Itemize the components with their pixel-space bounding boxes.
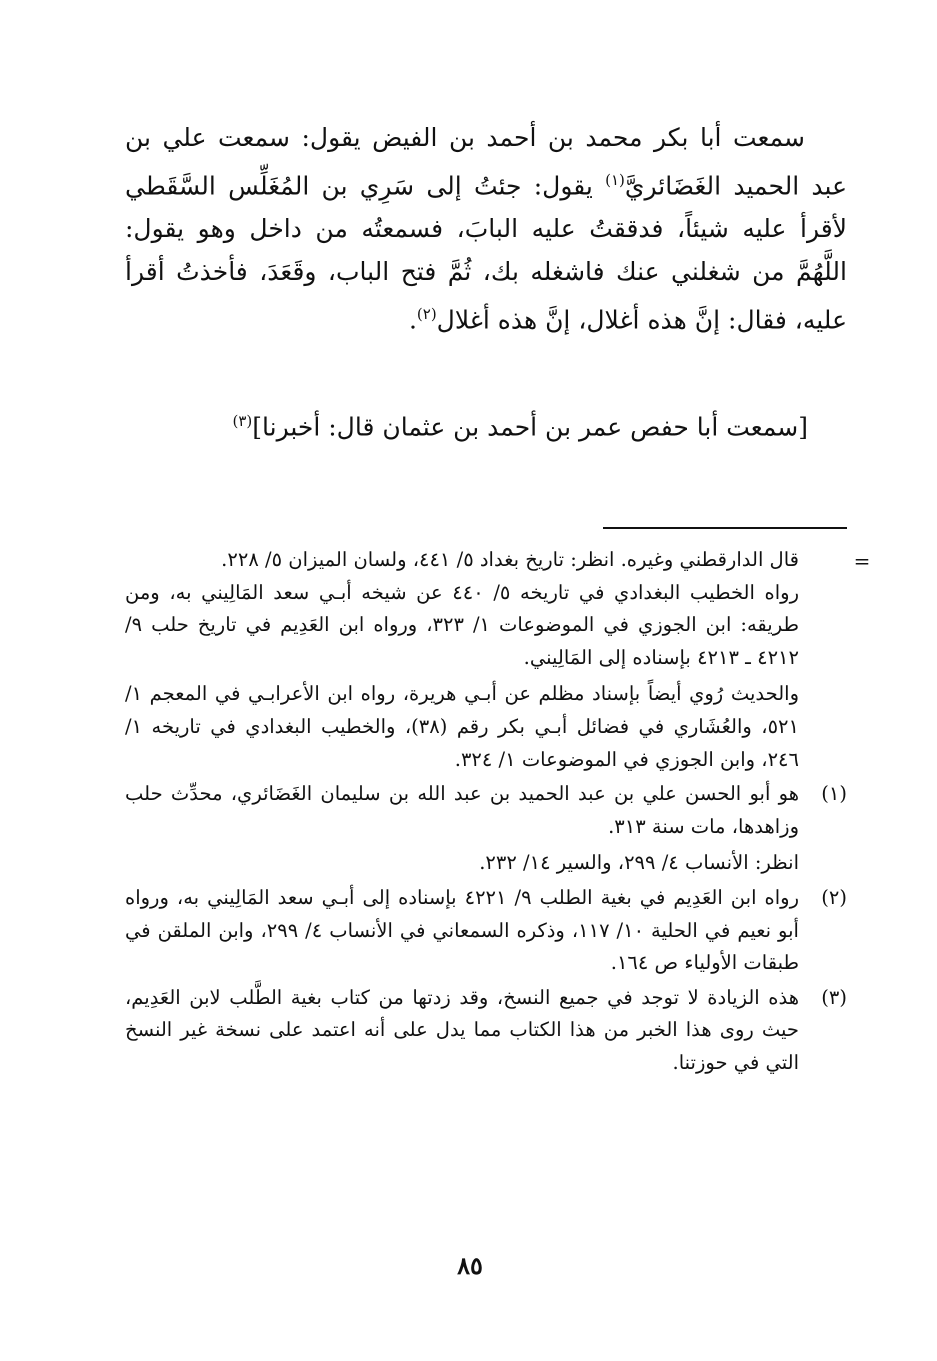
footnote-ref-2: (٢) <box>416 305 437 324</box>
footnote-ref-1: (١) <box>605 171 625 189</box>
footnote-divider <box>603 527 847 529</box>
footnote-paragraph: والحديث رُوي أيضاً بإسناد مظلم عن أبـي هريرة، رواه ابن الأعرابـي في المعجم ١/ ٥٢١، والعُشَاري في فضائل أبـي بكر رقم (٣٨)، والخطيب البغدادي في تاريخه ١/ ٢٤٦، وابن الجوزي في الموضوعات ١/ ٣٢٤. <box>125 682 799 771</box>
footnotes <box>125 544 847 1080</box>
footnote-item-2 <box>125 882 847 980</box>
main-paragraph-end: . <box>408 305 417 335</box>
footnote-body <box>125 544 799 776</box>
footnote-text: رواه ابن العَدِيم في بغية الطلب ٩/ ٤٢٢١ بإسناده إلى أبـي سعد المَالِيني به، ورواه أبو نعيم في الحلية ١٠/ ١١٧، وذكره السمعاني في الأنساب ٤/ ٢٩٩، وابن الملقن في طبقات الأولياء ص ١٦٤. <box>125 885 799 975</box>
footnote-number: (١) <box>821 782 847 806</box>
main-paragraph-text-cont: يقول: جئتُ إلى سَرِي بن المُغَلِّس السَّقَطي لأقرأ عليه شيئاً، فدققتُ عليه البابَ، فسمعتُه من داخل وهو يقول: اللَّهُمَّ من شغلني عنك فاشغله بك، ثُمَّ فتح الباب، وقَعَدَ، فأخذتُ أقرأ عليه، فقال: إنَّ هذه أغلال، إنَّ هذه أغلال <box>125 171 847 335</box>
main-text <box>125 116 847 342</box>
continued-footnote-mark: = <box>853 549 871 573</box>
footnote-line: قال الدارقطني وغيره. انظر: تاريخ بغداد ٥/ ٤٤١، ولسان الميزان ٥/ ٢٢٨. <box>221 548 799 571</box>
footnote-number: (٣) <box>821 985 847 1009</box>
page-number: ٨٥ <box>457 1251 483 1280</box>
footnote-number: (٢) <box>821 885 847 909</box>
footnote-body <box>125 778 799 880</box>
footnote-text: هو أبو الحسن علي بن عبد الحميد بن عبد الله بن سليمان الغَضَائري، محدِّث حلب وزاهدها، مات سنة ٣١٣. <box>125 782 799 838</box>
footnote-item-1 <box>125 778 847 880</box>
footnote-body <box>125 982 799 1080</box>
bracketed-addition <box>196 400 850 448</box>
footnote-ref-3: (٣) <box>232 412 253 430</box>
main-paragraph-text: سمعت أبا بكر محمد بن أحمد بن الفيض يقول: سمعت علي بن عبد الحميد الغَضَائريَّ <box>125 123 847 201</box>
footnote-text: هذه الزيادة لا توجد في جميع النسخ، وقد زدتها من كتاب بغية الطَّلب لابن العَدِيم، حيث روى هذا الخبر من هذا الكتاب مما يدل على أنه اعتمد على نسخة غير النسخ التي في حوزتنا. <box>125 985 799 1074</box>
main-paragraph <box>125 116 847 342</box>
bracketed-addition-text: [سمعت أبا حفص عمر بن أحمد بن عثمان قال: أخبرنا] <box>252 412 808 442</box>
footnote-text: انظر: الأنساب ٤/ ٢٩٩، والسير ١٤/ ٢٣٢. <box>479 851 799 875</box>
footnote-paragraph: رواه الخطيب البغدادي في تاريخه ٥/ ٤٤٠ عن شيخه أبـي سعد المَالِيني به، ومن طريقه: ابن الجوزي في الموضوعات ١/ ٣٢٣، ورواه ابن العَدِيم في تاريخ حلب ٩/ ٤٢١٢ ـ ٤٢١٣ بإسناده إلى المَالِيني. <box>125 580 799 669</box>
footnote-body <box>125 882 799 980</box>
footnote-item-3 <box>125 982 847 1080</box>
footnote-continued <box>125 544 847 776</box>
